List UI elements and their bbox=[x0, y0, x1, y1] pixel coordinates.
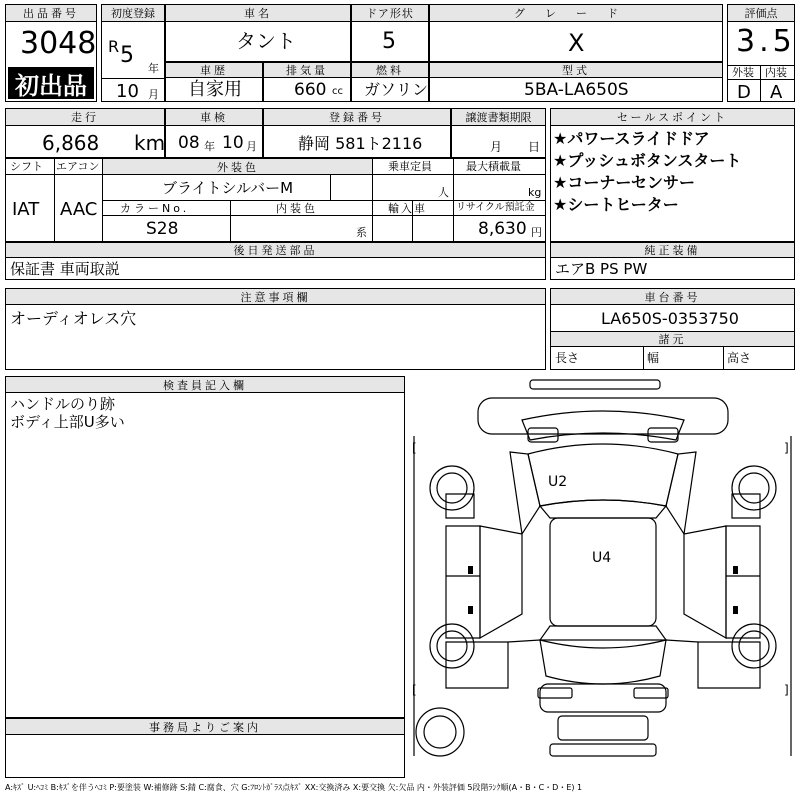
model-block bbox=[429, 62, 723, 102]
mileage-value: 6,868 bbox=[42, 131, 100, 155]
transfer-day-unit: 日 bbox=[528, 140, 541, 154]
lot-number: 3048 bbox=[20, 26, 97, 61]
first-reg-month: 10 bbox=[116, 81, 139, 102]
inspection-month-unit: 月 bbox=[246, 140, 257, 153]
inspection-year: 08 bbox=[178, 133, 200, 153]
int-color-header: 内装色 bbox=[276, 202, 318, 215]
equipment-value: エアB PS PW bbox=[555, 260, 648, 278]
equipment-header: 純正装備 bbox=[551, 243, 794, 258]
later-parts-value: 保証書 車両取説 bbox=[10, 260, 120, 278]
ac-header: エアコン bbox=[56, 160, 100, 173]
sales-points-header: セールスポイント bbox=[551, 109, 794, 126]
office-header: 事務局よりご案内 bbox=[6, 719, 404, 735]
recycle-header: リサイクル預託金 bbox=[456, 202, 535, 213]
capacity-header: 乗車定員 bbox=[388, 160, 432, 173]
bracket-right-1: ] bbox=[784, 441, 789, 455]
bracket-right-2: ] bbox=[784, 683, 789, 697]
grade-value: X bbox=[568, 29, 585, 57]
ext-score-header: 外装 bbox=[732, 66, 754, 79]
era: R bbox=[108, 37, 120, 56]
equipment-block bbox=[550, 242, 795, 280]
notes-value: オーディオレス穴 bbox=[10, 309, 137, 328]
int-score: A bbox=[770, 82, 783, 103]
car-name-header: 車名 bbox=[166, 5, 350, 22]
displacement-block bbox=[263, 62, 351, 102]
sales-point-3: ★コーナーセンサー bbox=[553, 173, 696, 192]
import-header: 輸入車 bbox=[388, 202, 427, 215]
ext-score: D bbox=[737, 82, 751, 103]
month-unit: 月 bbox=[148, 88, 159, 101]
sales-points-block bbox=[550, 108, 795, 242]
ac-value: AAC bbox=[60, 199, 98, 220]
lot-number-header: 出品番号 bbox=[6, 5, 96, 22]
dims-header: 諸元 bbox=[551, 332, 794, 347]
later-parts-block bbox=[5, 242, 546, 280]
ext-color-header: 外装色 bbox=[103, 159, 373, 174]
inspection-month: 10 bbox=[222, 133, 244, 153]
score-header: 評価点 bbox=[728, 5, 794, 22]
inspection-year-unit: 年 bbox=[204, 140, 215, 153]
transfer-block bbox=[451, 108, 546, 158]
first-registration-header: 初度登録 bbox=[102, 5, 164, 22]
inspection-block bbox=[165, 108, 263, 158]
dims-width: 幅 bbox=[647, 351, 660, 365]
model-header: 型式 bbox=[430, 63, 722, 78]
displacement-value: 660 bbox=[294, 80, 327, 100]
history-header: 車歴 bbox=[166, 63, 262, 78]
transfer-month-unit: 月 bbox=[490, 140, 503, 154]
history-value: 自家用 bbox=[188, 79, 242, 100]
door-header: ドア形状 bbox=[352, 5, 428, 22]
history-block bbox=[165, 62, 263, 102]
shift-value: IAT bbox=[12, 199, 40, 220]
shift-header: シフト bbox=[10, 160, 43, 173]
chassis-value: LA650S-0353750 bbox=[601, 309, 739, 328]
int-color-unit: 系 bbox=[356, 226, 367, 239]
sales-point-1: ★パワースライドドア bbox=[553, 129, 710, 148]
fuel-header: 燃料 bbox=[352, 63, 428, 78]
mileage-header: 走行 bbox=[6, 109, 164, 126]
capacity-unit: 人 bbox=[438, 186, 449, 199]
inspector-line-2: ボディ上部U多い bbox=[10, 413, 125, 431]
later-parts-header: 後日発送部品 bbox=[6, 243, 545, 258]
year-unit: 年 bbox=[148, 62, 159, 75]
chassis-header: 車台番号 bbox=[551, 289, 794, 305]
first-reg-year: 5 bbox=[120, 43, 134, 68]
inspector-line-1: ハンドルのり跡 bbox=[10, 395, 116, 413]
car-name-block bbox=[165, 4, 351, 62]
transfer-header: 譲渡書類期限 bbox=[452, 109, 545, 126]
plate-block bbox=[263, 108, 451, 158]
color-no-header: カラーNo. bbox=[120, 202, 190, 215]
model-value: 5BA-LA650S bbox=[524, 80, 629, 100]
damage-mark-body: U4 bbox=[592, 550, 612, 566]
ext-color-value: ブライトシルバーM bbox=[162, 179, 294, 197]
color-no-value: S28 bbox=[146, 219, 179, 239]
sales-point-2: ★プッシュボタンスタート bbox=[553, 151, 742, 170]
legend: A:ｷｽﾞ U:ﾍｺﾐ B:ｷｽﾞを伴うﾍｺﾐ P:要塗装 W:補修跡 S:錆 C:腐食、穴 G:ﾌﾛﾝﾄｶﾞﾗｽ点ｷｽﾞ XX:交換済み X:要交換 欠:欠品 内・外装評価 5段階ﾗﾝｸ順(A・B・C・D・E) 1 bbox=[5, 783, 583, 792]
car-diagram-block bbox=[410, 376, 795, 778]
recycle-value: 8,630 bbox=[478, 219, 527, 239]
score-value: 3.5 bbox=[736, 24, 796, 59]
office-block bbox=[5, 718, 405, 778]
mileage-block bbox=[5, 108, 165, 158]
dims-length: 長さ bbox=[555, 351, 580, 365]
mileage-unit: km bbox=[134, 131, 166, 155]
grade-header: グレード bbox=[430, 5, 722, 22]
recycle-unit: 円 bbox=[531, 226, 542, 239]
displacement-unit: cc bbox=[332, 86, 343, 97]
chassis-block bbox=[550, 288, 795, 370]
bracket-left-1: [ bbox=[412, 441, 417, 455]
grade-block bbox=[429, 4, 723, 62]
notes-block bbox=[5, 288, 546, 370]
spec-grid bbox=[5, 158, 546, 242]
sales-point-4: ★シートヒーター bbox=[553, 195, 679, 214]
dims-height: 高さ bbox=[727, 351, 752, 365]
plate-value: 静岡 581ト2116 bbox=[298, 134, 423, 153]
fuel-block bbox=[351, 62, 429, 102]
displacement-header: 排気量 bbox=[264, 63, 350, 78]
first-registration-block bbox=[101, 4, 165, 102]
inspector-header: 検査員記入欄 bbox=[6, 377, 404, 393]
lot-block bbox=[5, 4, 97, 102]
bracket-left-2: [ bbox=[412, 683, 417, 697]
max-load-unit: kg bbox=[528, 186, 542, 199]
first-listing-badge: 初出品 bbox=[8, 67, 94, 99]
max-load-header: 最大積載量 bbox=[466, 160, 521, 173]
car-name: タント bbox=[236, 29, 296, 53]
inspector-block bbox=[5, 376, 405, 718]
inspection-header: 車検 bbox=[166, 109, 262, 126]
damage-mark-roof: U2 bbox=[548, 474, 568, 490]
plate-header: 登録番号 bbox=[264, 109, 450, 126]
door-block bbox=[351, 4, 429, 62]
door-value: 5 bbox=[382, 29, 396, 54]
notes-header: 注意事項欄 bbox=[6, 289, 545, 305]
fuel-value: ガソリン bbox=[364, 80, 429, 99]
int-score-header: 内装 bbox=[765, 66, 787, 79]
score-block bbox=[727, 4, 795, 102]
car-diagram bbox=[410, 376, 795, 778]
